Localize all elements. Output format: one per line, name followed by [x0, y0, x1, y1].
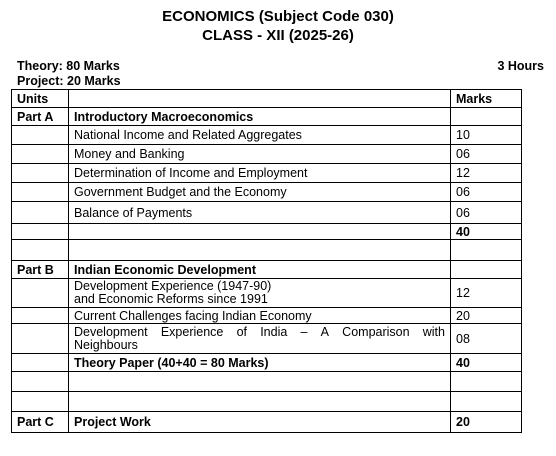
topic-word: with	[422, 324, 445, 339]
table-row	[12, 202, 522, 224]
theory-total: 40	[451, 354, 522, 372]
document-title: ECONOMICS (Subject Code 030)	[162, 8, 394, 25]
empty-cell	[12, 240, 69, 261]
empty-cell	[12, 202, 69, 224]
marks-cell: 12	[451, 164, 522, 183]
marks-cell: 08	[451, 324, 522, 354]
part-a-row	[12, 108, 522, 126]
class-line: CLASS - XII (2025-26)	[202, 27, 354, 44]
part-c-label: Part C	[12, 412, 69, 433]
duration: 3 Hours	[497, 59, 544, 73]
empty-cell	[12, 279, 69, 308]
marks-cell: 12	[451, 279, 522, 308]
topic-line: Neighbours	[74, 337, 138, 352]
empty-cell	[12, 354, 69, 372]
empty-cell	[12, 372, 69, 392]
topic-cell	[69, 324, 451, 354]
empty-cell	[12, 145, 69, 164]
table-row	[12, 145, 522, 164]
empty-cell	[451, 372, 522, 392]
marks-cell: 06	[451, 145, 522, 164]
empty-cell	[69, 372, 451, 392]
part-a-title: Introductory Macroeconomics	[69, 108, 451, 126]
part-c-title: Project Work	[69, 412, 451, 433]
topic-cell: Money and Banking	[69, 145, 451, 164]
topic-cell: Current Challenges facing Indian Economy	[69, 308, 451, 324]
part-b-row	[12, 261, 522, 279]
spacer-row	[12, 240, 522, 261]
topic-line: and Economic Reforms since 1991	[74, 292, 268, 306]
table-row	[12, 279, 522, 308]
spacer-row	[12, 392, 522, 412]
empty-cell	[451, 261, 522, 279]
table-row	[12, 308, 522, 324]
topic-cell: Determination of Income and Employment	[69, 164, 451, 183]
spacer-row	[12, 372, 522, 392]
theory-total-label: Theory Paper (40+40 = 80 Marks)	[69, 354, 451, 372]
empty-cell	[12, 183, 69, 202]
topic-cell	[69, 279, 451, 308]
topic-cell: National Income and Related Aggregates	[69, 126, 451, 145]
empty-cell	[12, 308, 69, 324]
theory-marks: Theory: 80 Marks	[17, 59, 120, 73]
empty-cell	[69, 240, 451, 261]
table-header-row	[12, 90, 522, 108]
topic-word: India	[260, 324, 288, 339]
part-a-label: Part A	[12, 108, 69, 126]
part-b-title: Indian Economic Development	[69, 261, 451, 279]
project-marks: Project: 20 Marks	[17, 74, 121, 88]
empty-cell	[451, 108, 522, 126]
table-row	[12, 183, 522, 202]
topic-cell: Government Budget and the Economy	[69, 183, 451, 202]
topic-word: Experience	[160, 324, 224, 339]
empty-cell	[12, 126, 69, 145]
empty-header-cell	[69, 90, 451, 108]
marks-cell: 06	[451, 202, 522, 224]
part-a-total: 40	[451, 224, 522, 240]
topic-word: Comparison	[342, 324, 410, 339]
part-b-label: Part B	[12, 261, 69, 279]
empty-cell	[451, 392, 522, 412]
empty-cell	[69, 224, 451, 240]
empty-cell	[69, 392, 451, 412]
topic-word: Development	[74, 324, 148, 339]
part-c-row	[12, 412, 522, 433]
empty-cell	[12, 164, 69, 183]
syllabus-table	[11, 89, 522, 433]
empty-cell	[12, 324, 69, 354]
part-a-total-row	[12, 224, 522, 240]
marks-cell: 20	[451, 308, 522, 324]
theory-total-row	[12, 354, 522, 372]
topic-line-justified	[74, 326, 445, 339]
marks-header: Marks	[451, 90, 522, 108]
marks-cell: 06	[451, 183, 522, 202]
empty-cell	[12, 392, 69, 412]
units-header: Units	[12, 90, 69, 108]
topic-word: of	[236, 324, 248, 339]
topic-line: Development Experience (1947-90)	[74, 279, 272, 293]
empty-cell	[451, 240, 522, 261]
topic-cell: Balance of Payments	[69, 202, 451, 224]
topic-word: –	[300, 324, 308, 339]
topic-word: A	[320, 324, 329, 339]
empty-cell	[12, 224, 69, 240]
table-row	[12, 324, 522, 354]
table-row	[12, 126, 522, 145]
marks-cell: 10	[451, 126, 522, 145]
part-c-marks: 20	[451, 412, 522, 433]
table-row	[12, 164, 522, 183]
